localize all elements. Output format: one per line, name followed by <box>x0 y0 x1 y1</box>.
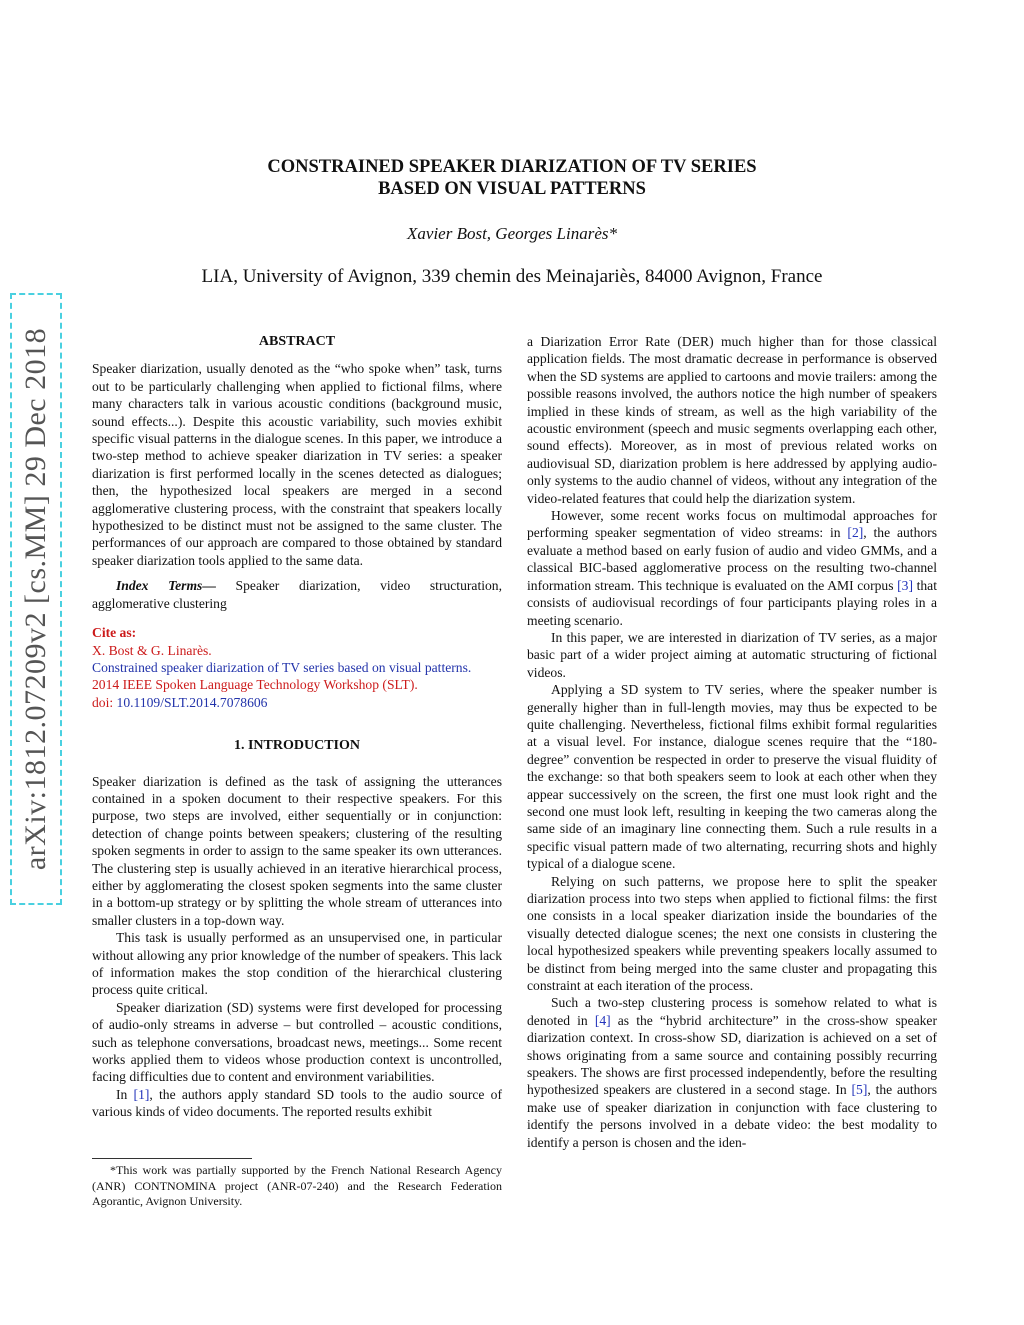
cite-as-venue: 2014 IEEE Spoken Language Technology Workshop (SLT). <box>92 677 418 693</box>
arxiv-sidebar <box>10 293 62 905</box>
right-paragraph-5: Relying on such patterns, we propose here to split the speaker diarization process into two steps when applied to fictional films: the first one consists in a local speaker diarization inside the boundaries of the visually detected dialogue scenes; the next one consists in clustering the local hypothesized speakers while preventing speakers locally assumed to be distinct from being merged into the same cluster and propagating this constraint at each iteration of the process. <box>527 873 937 994</box>
citation-link[interactable]: [4] <box>594 1012 611 1028</box>
index-terms <box>92 577 502 612</box>
footnote-rule <box>92 1158 252 1159</box>
citation-link[interactable]: [2] <box>847 525 864 541</box>
cite-as-title[interactable]: Constrained speaker diarization of TV series based on visual patterns. <box>92 659 472 675</box>
paper-title-line-2: BASED ON VISUAL PATTERNS <box>378 179 646 199</box>
doi-label: doi: <box>92 694 117 710</box>
doi-link[interactable]: 10.1109/SLT.2014.7078606 <box>116 694 268 710</box>
paper-authors: Xavier Bost, Georges Linarès* <box>407 224 617 243</box>
intro-paragraph-1: Speaker diarization is defined as the task of assigning the utterances contained in a spoken document to their respective speakers. For this purpose, two steps are involved, either sequentially or in conjunction: detection of change points between speakers; clustering of the resulting spoken segments in order to assign to the same speaker its own utterances. The clustering step is usually achieved in an iterative hierarchical process, either by agglomerating the closest spoken segments into the same cluster in a bottom-up strategy or by splitting the whole stream of utterances into smaller clusters in a top-down way. <box>92 773 502 928</box>
right-paragraph-1: a Diarization Error Rate (DER) much higher than for those classical application fields. The most dramatic decrease in performance is observed when the SD systems are applied to cartoons and movie trailers: among the possible reasons involved, the authors notice the high number of speakers implied in these kinds of stream, as well as the high variability of the acoustic environment (speech and music segments overlapping each other, sound effects). Moreover, as in most of previous related works on audiovisual SD, diarization problem is here addressed by applying audio-only systems to the audio channel of videos, without any integration of the video-related features that could help the diarization system. <box>527 334 937 506</box>
citation-link[interactable]: [1] <box>133 1086 150 1102</box>
right-column <box>527 333 937 1151</box>
footnote <box>92 1163 502 1210</box>
cite-as-authors: X. Bost & G. Linarès. <box>92 642 212 658</box>
abstract-text: Speaker diarization, usually denoted as the “who spoke when” task, turns out to be particularly challenging when applied to fictional films, where many characters talk in various acoustic conditions (background music, sound effects...). Despite this acoustic variability, such movies exhibit specific visual patterns in the dialogue scenes. In this paper, we introduce a two-step method to achieve speaker diarization in TV series: a speaker diarization is first performed locally in the scenes detected as dialogues; then, the hypothesized local speakers are merged in a second agglomerative clustering process, with the constraint that speakers locally hypothesized to be distinct must not be assigned to the same cluster. The performances of our approach are compared to those obtained by standard speaker diarization tools applied to the same data. <box>92 361 502 568</box>
right-paragraph-2: However, some recent works focus on multimodal approaches for performing speaker segmentation of video streams: in [2], the authors evaluate a method based on early fusion of audio and video GMMs, and a classical BIC-based agglomerative process on the resulting two-channel information stream. This technique is evaluated on the AMI corpus [3] that consists of audiovisual recordings of four participants playing roles in a meeting scenario. <box>527 508 937 628</box>
citation-link[interactable]: [3] <box>897 577 913 593</box>
index-terms-label: Index Terms— <box>116 578 216 594</box>
right-paragraph-4: Applying a SD system to TV series, where the speaker number is generally higher than in full-length movies, may thus be expected to be quite challenging. Nevertheless, fictional films exhibit formal regularities at a visual level. For instance, dialogue scenes require that the “180-degree” convention be respected in order to preserve the visual fluidity of the exchange: so that both speakers seem to look at each other when they appear successively on the screen, the first one must look right and the second one must look left, resulting in keeping the two cameras along the same side of an imaginary line connecting them. Such a rule results in a specific visual pattern made of two alternating, recurring shots and highly typical of a dialogue scene. <box>527 682 937 872</box>
abstract-heading: ABSTRACT <box>258 334 336 349</box>
intro-paragraph-4: In [1], the authors apply standard SD tools to the audio source of various kinds of video documents. The reported results exhibit <box>92 1086 502 1120</box>
introduction-heading: 1. INTRODUCTION <box>233 738 360 754</box>
citation-link[interactable]: [5] <box>851 1082 868 1098</box>
index-terms-text: Speaker diarization, video structuration, agglomerative clustering <box>92 578 502 611</box>
cite-as-block <box>92 624 502 711</box>
paper-title-line-1: CONSTRAINED SPEAKER DIARIZATION OF TV SERIES <box>267 157 757 177</box>
intro-paragraph-3: Speaker diarization (SD) systems were first developed for processing of audio-only streams in adverse – but controlled – acoustic conditions, such as telephone conversations, broadcast news, meetings... Some recent works applied them to videos whose production context is uncontrolled, facing difficulties due to content and environment variabilities. <box>92 999 502 1085</box>
cite-as-label: Cite as: <box>92 625 137 641</box>
left-column <box>92 333 502 1121</box>
intro-paragraph-2: This task is usually performed as an unsupervised one, in particular without allowing any prior knowledge of the number of speakers. This lack of information makes the stop condition of the hierarchical clustering process quite critical. <box>92 930 502 998</box>
footnote-text: *This work was partially supported by the French National Research Agency (ANR) CONTNOMINA project (ANR-07-240) and the Research Federation Agorantic, Avignon University. <box>92 1163 502 1208</box>
paper-affiliation: LIA, University of Avignon, 339 chemin des Meinajariès, 84000 Avignon, France <box>201 266 823 287</box>
arxiv-identifier: arXiv:1812.07209v2 [cs.MM] 29 Dec 2018 <box>19 327 52 871</box>
right-paragraph-3: In this paper, we are interested in diarization of TV series, as a major basic part of a wider project aiming at automatic structuring of fictional videos. <box>527 629 937 680</box>
cite-as-doi-line <box>92 694 502 711</box>
right-paragraph-6: Such a two-step clustering process is somehow related to what is denoted in [4] as the “hybrid architecture” in the cross-show speaker diarization context. In cross-show SD, diarization is achieved on a set of shows originating from a same source and containing possibly recurring speakers. The shows are first processed independently, before the resulting hypothesized speakers are clustered in a second stage. In [5], the authors make use of speaker diarization in conjunction with face clustering to identify the persons involved in a debate video: the best modality to identify a person is chosen and the iden- <box>527 995 938 1150</box>
